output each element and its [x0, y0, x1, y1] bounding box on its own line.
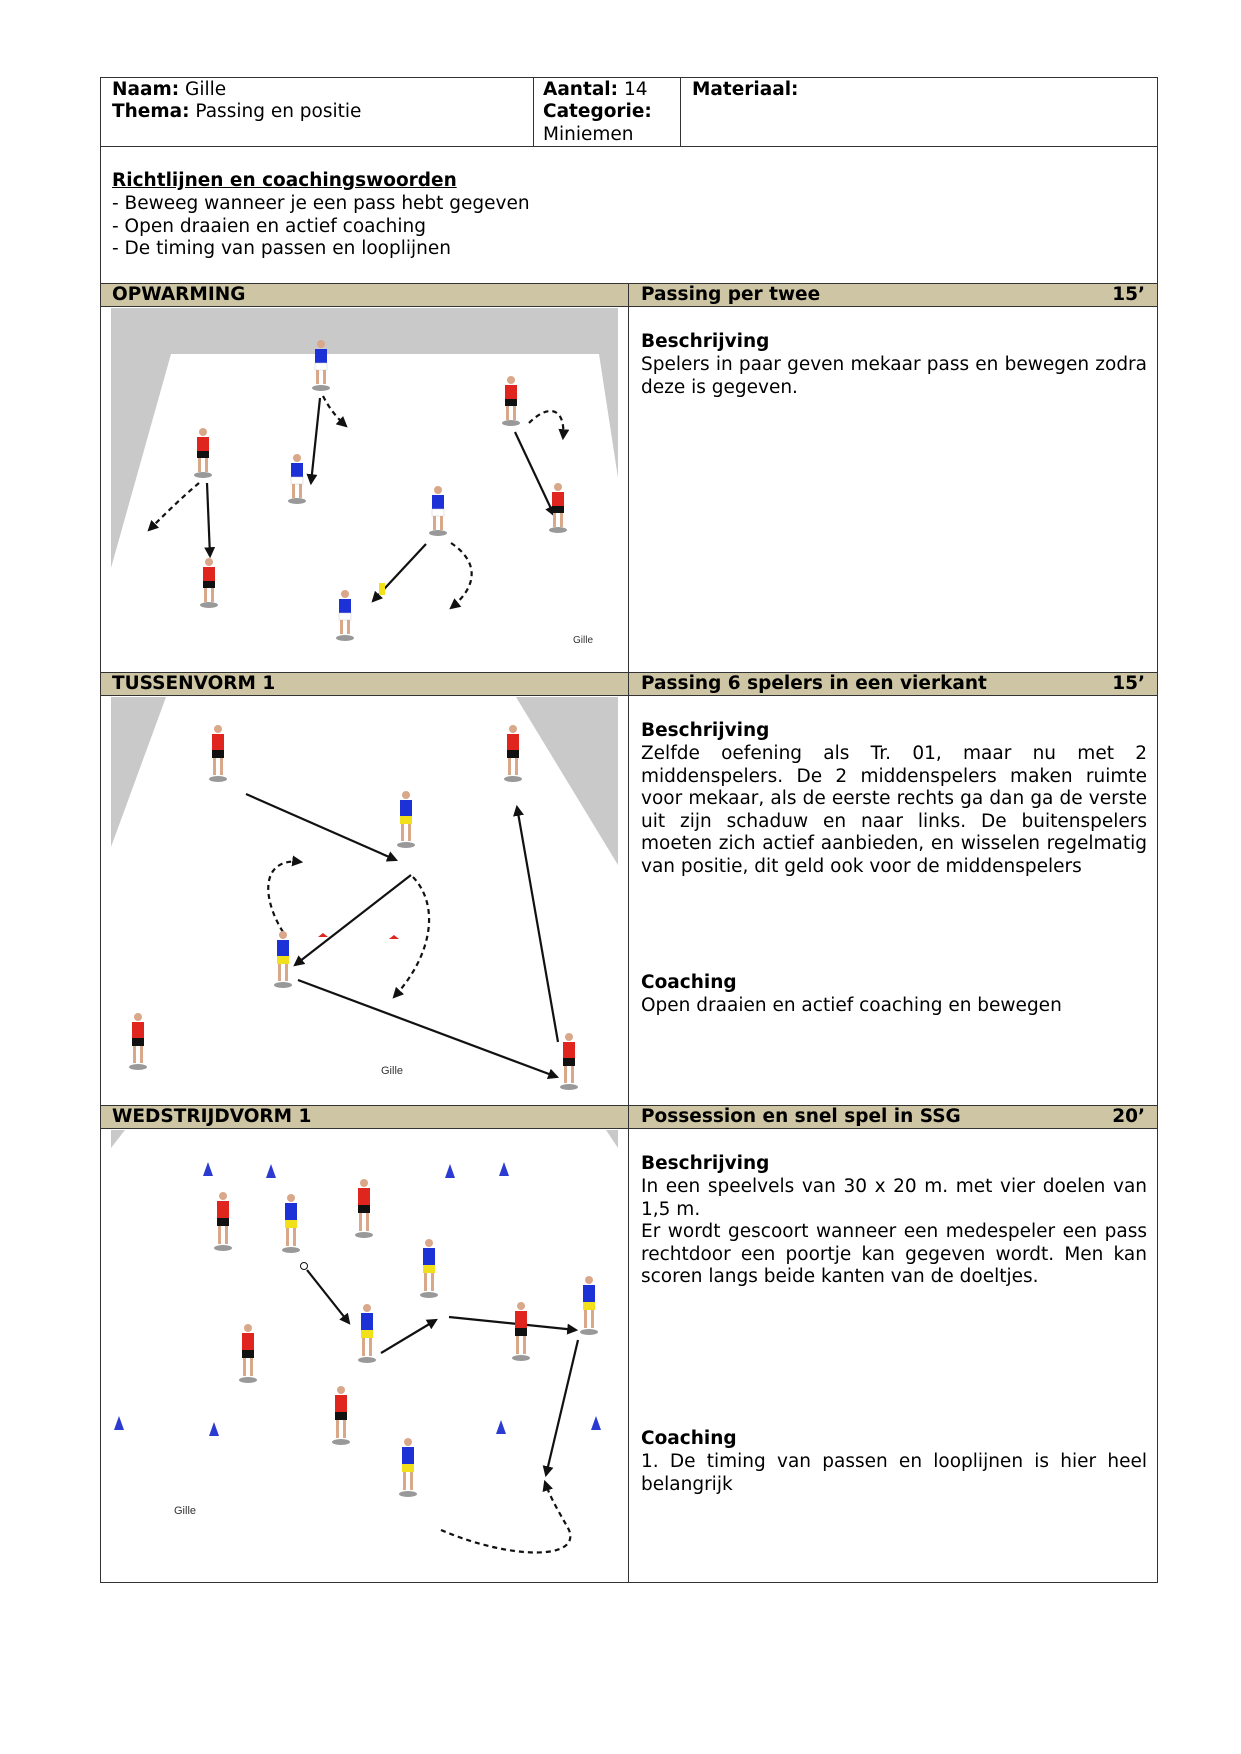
cone — [379, 583, 385, 595]
player-red — [332, 1386, 350, 1445]
player-blue — [429, 486, 447, 536]
coaching-label: Coaching — [641, 1428, 737, 1449]
duration: 20’ — [1112, 1106, 1145, 1127]
aantal-value: 14 — [623, 79, 648, 100]
description-label: Beschrijving — [641, 1153, 770, 1174]
aantal-row — [543, 79, 647, 102]
field-corner — [111, 1130, 125, 1148]
cone — [591, 1416, 601, 1430]
pass-arrow — [246, 794, 396, 860]
diagram-wedstrijdvorm — [111, 1130, 618, 1575]
field-boundary — [111, 308, 618, 568]
cone — [266, 1164, 276, 1178]
diagram-opwarming — [111, 308, 618, 666]
player-red — [200, 558, 218, 608]
player-blue — [288, 454, 306, 504]
player-blue — [397, 791, 415, 848]
pass-arrow — [207, 483, 210, 556]
pass-arrow — [546, 1340, 578, 1475]
categorie-value: Miniemen — [543, 124, 634, 145]
pass-arrow — [295, 875, 411, 965]
phase-title: WEDSTRIJDVORM 1 — [112, 1106, 312, 1127]
run-arrow — [268, 862, 301, 932]
divider — [100, 306, 1158, 307]
player-blue — [399, 1438, 417, 1497]
ball — [301, 1263, 308, 1270]
description-text: Er wordt gescoort wanneer een medespeler een pass rechtdoor een poortje kan gegeven wordt. Men kan scoren langs beide kanten van de doeltjes. — [641, 1221, 1147, 1288]
cone — [318, 933, 328, 937]
run-arrow — [529, 411, 563, 438]
pass-arrow — [298, 980, 557, 1077]
thema-value: Passing en positie — [195, 101, 362, 122]
run-arrow — [149, 483, 199, 530]
thema-label: Thema: — [112, 101, 190, 122]
categorie-label: Categorie: — [543, 101, 652, 122]
player-red — [504, 725, 522, 782]
cone — [445, 1164, 455, 1178]
run-arrow — [394, 877, 429, 997]
diagram-tussenvorm — [111, 697, 618, 1099]
divider — [533, 77, 534, 146]
cone — [499, 1162, 509, 1176]
divider — [628, 283, 629, 1583]
guidelines-title: Richtlijnen en coachingswoorden — [112, 170, 457, 191]
description-text: In een speelvels van 30 x 20 m. met vier doelen van 1,5 m. — [641, 1176, 1147, 1220]
description-label: Beschrijving — [641, 331, 770, 352]
run-arrow — [441, 1482, 570, 1553]
pass-arrow — [517, 807, 558, 1042]
player-blue — [274, 931, 292, 988]
coaching-label: Coaching — [641, 972, 737, 993]
description-text: Spelers in paar geven mekaar pass en bewegen zodra deze is gegeven. — [641, 354, 1147, 398]
duration: 15’ — [1112, 673, 1145, 694]
cone — [209, 1422, 219, 1436]
divider — [100, 695, 1158, 696]
player-red — [560, 1033, 578, 1090]
phase-title: OPWARMING — [112, 284, 246, 305]
coaching-text: Open draaien en actief coaching en bewegen — [641, 995, 1062, 1016]
run-arrow — [323, 396, 346, 426]
duration: 15’ — [1112, 284, 1145, 305]
guideline-item: - Beweeg wanneer je een pass hebt gegeven — [112, 193, 530, 214]
player-blue — [420, 1239, 438, 1298]
exercise-title: Passing 6 spelers in een vierkant — [641, 673, 987, 694]
player-red — [209, 725, 227, 782]
diagram-author: Gille — [381, 1065, 404, 1077]
pass-arrow — [515, 432, 554, 515]
diagram-author: Gille — [174, 1505, 197, 1517]
naam-row — [112, 79, 226, 102]
cone — [389, 935, 399, 939]
aantal-label: Aantal: — [543, 79, 619, 100]
exercise-title: Possession en snel spel in SSG — [641, 1106, 961, 1127]
pass-arrow — [307, 1270, 349, 1323]
naam-value: Gille — [185, 79, 227, 100]
divider — [680, 77, 681, 146]
divider — [100, 1128, 1158, 1129]
thema-row — [112, 101, 361, 124]
exercise-title: Passing per twee — [641, 284, 821, 305]
field-corner — [516, 697, 618, 865]
description-text: Zelfde oefening als Tr. 01, maar nu met 2 middenspelers. De 2 middenspelers maken ruimte voor mekaar, als de eerste rechts ga dan ga de verste uit zijn schaduw en naar links. De buitenspelers moeten zich actief aanbieden, en wisselen regelmatig van positie, dit geld ook voor de middenspelers — [641, 743, 1147, 877]
player-blue — [336, 590, 354, 641]
pass-arrow — [449, 1317, 576, 1330]
player-blue — [282, 1194, 300, 1253]
pass-arrow — [311, 398, 320, 483]
materiaal-label: Materiaal: — [692, 79, 799, 100]
pass-arrow — [381, 1320, 436, 1353]
description-label: Beschrijving — [641, 720, 770, 741]
guideline-item: - Open draaien en actief coaching — [112, 216, 426, 237]
field-corner — [606, 1130, 618, 1148]
cone — [203, 1162, 213, 1176]
coaching-text: 1. De timing van passen en looplijnen is hier heel belangrijk — [641, 1451, 1147, 1495]
player-blue — [358, 1304, 376, 1363]
field-corner — [111, 697, 166, 847]
player-red — [502, 376, 520, 426]
player-red — [129, 1013, 147, 1070]
phase-title: TUSSENVORM 1 — [112, 673, 276, 694]
diagram-author: Gille — [573, 635, 594, 646]
goal-cones — [114, 1162, 601, 1436]
cone — [114, 1416, 124, 1430]
player-red — [239, 1324, 257, 1383]
run-arrow — [451, 543, 472, 608]
player-red — [194, 428, 212, 478]
player-red — [214, 1192, 232, 1251]
player-red — [355, 1179, 373, 1238]
player-blue — [580, 1276, 598, 1335]
guideline-item: - De timing van passen en looplijnen — [112, 238, 451, 259]
player-red — [512, 1302, 530, 1361]
cone — [496, 1420, 506, 1434]
naam-label: Naam: — [112, 79, 180, 100]
